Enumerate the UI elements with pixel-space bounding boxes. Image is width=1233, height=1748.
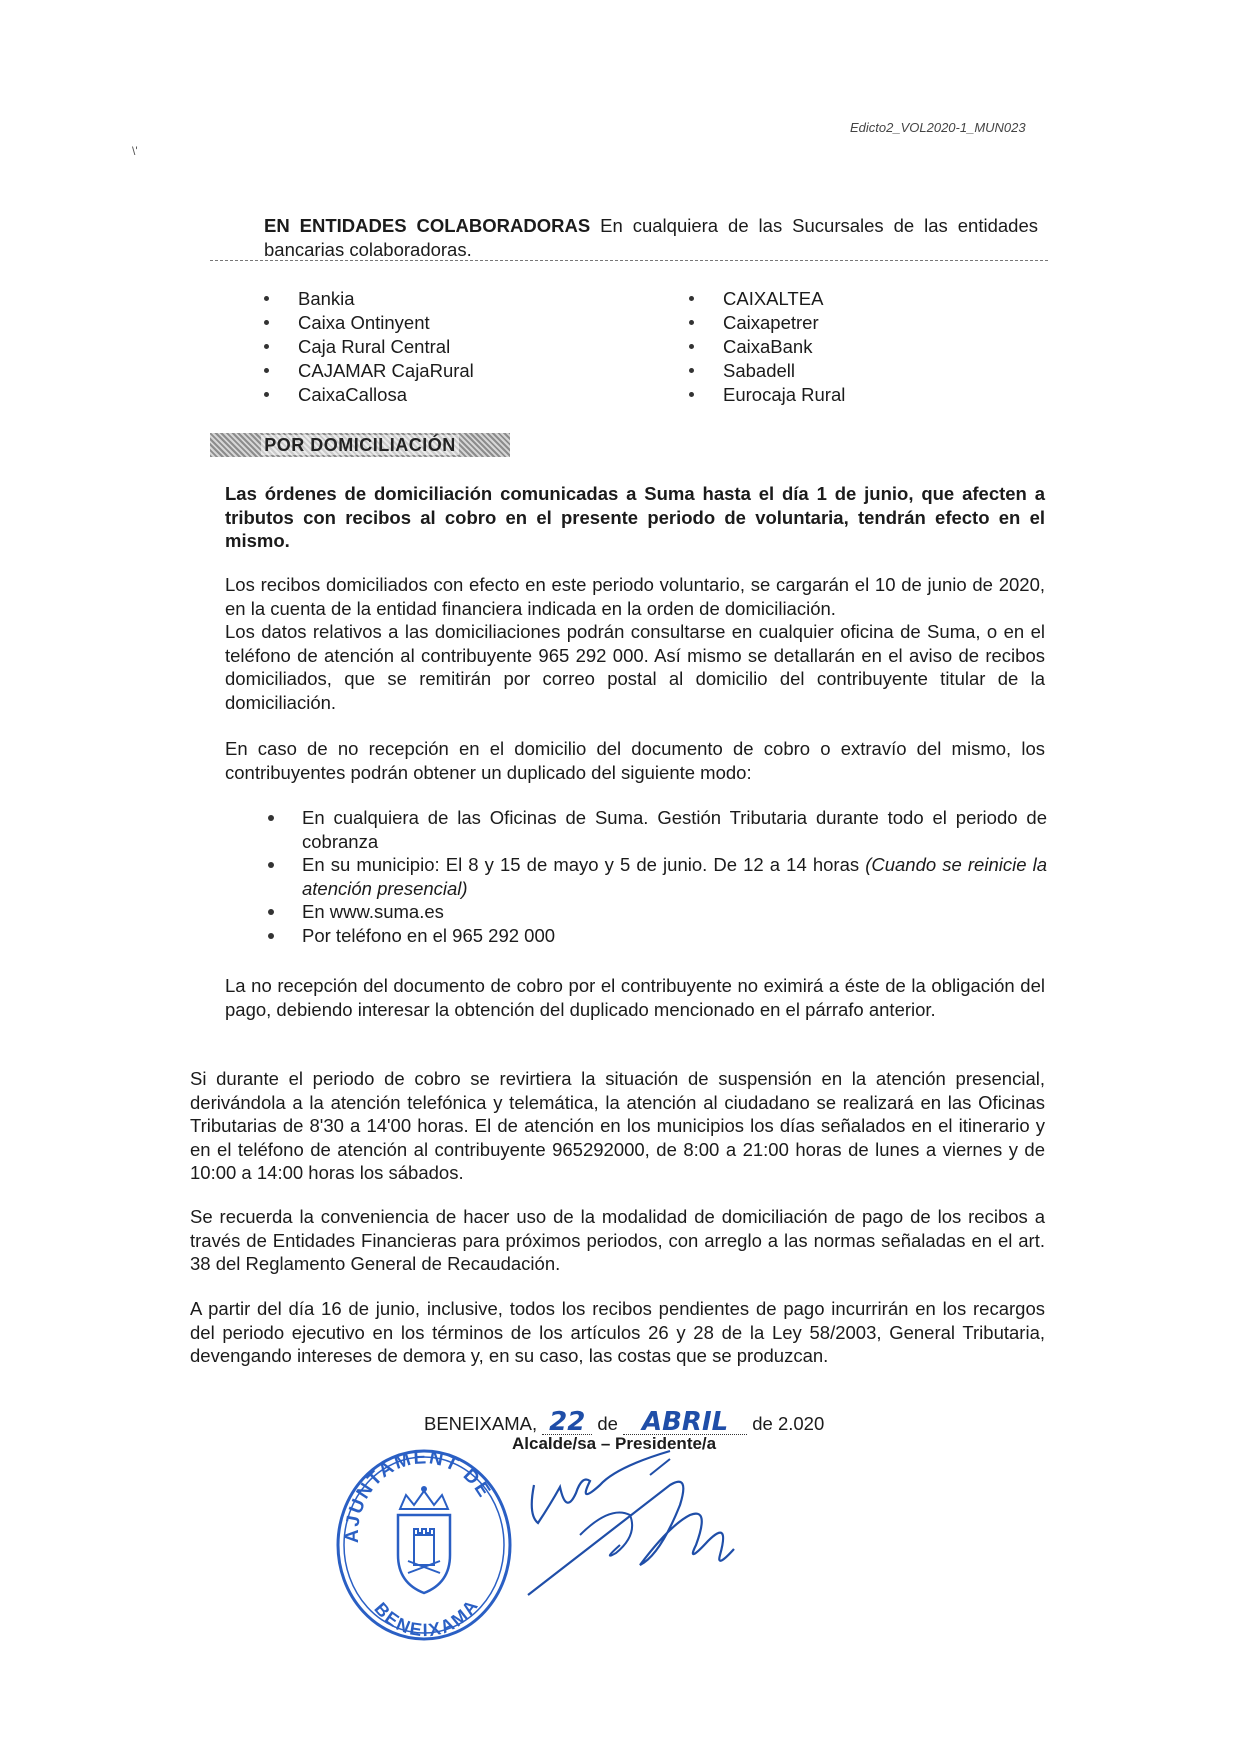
paragraph: Se recuerda la conveniencia de hacer uso de la modalidad de domiciliación de pago de los recibos a través de Entidades Financieras para próximos periodos, con arreglo a las normas señaladas en el art. 38 del Reglamento General de Recaudación.	[190, 1206, 1045, 1274]
document-reference: Edicto2_VOL2020-1_MUN023	[850, 120, 1026, 135]
paragraph: Los datos relativos a las domiciliaciones podrán consultarse en cualquier oficina de Suma, o en el teléfono de atención al contribuyente 965 292 000. Así mismo se detallarán en el aviso de recibos domiciliados, que se remitirán por correo postal al domicilio del contribuyente titular de la domiciliación.	[225, 621, 1045, 713]
seal-text-top: AJUNTAMENT DE	[341, 1447, 496, 1544]
domiciliacion-heading-text: POR DOMICILIACIÓN	[261, 435, 459, 455]
list-item: Caixa Ontinyent	[262, 311, 474, 335]
option-text: En su municipio: El 8 y 15 de mayo y 5 de junio. De 12 a 14 horas	[302, 854, 860, 875]
signature-day: 22	[542, 1410, 592, 1435]
list-item: CAIXALTEA	[687, 287, 845, 311]
domiciliacion-heading	[210, 433, 510, 457]
option-text: En www.suma.es	[302, 901, 444, 922]
paragraph: La no recepción del documento de cobro por el contribuyente no eximirá a éste de la obligación del pago, debiendo interesar la obtención del duplicado mencionado en el párrafo anterior.	[225, 975, 1045, 1020]
signature-place: BENEIXAMA,	[424, 1413, 538, 1434]
list-item: Bankia	[262, 287, 474, 311]
handwritten-signature-icon	[520, 1445, 750, 1635]
list-item: Eurocaja Rural	[687, 383, 845, 407]
dashed-rule	[210, 260, 1048, 261]
list-item: CaixaCallosa	[262, 383, 474, 407]
scan-mark: \'	[132, 144, 138, 158]
colaboradoras-text: En cualquiera de las Sucursales de las entidades bancarias colaboradoras.	[264, 215, 1038, 260]
list-item	[262, 806, 1047, 853]
list-item: CAJAMAR CajaRural	[262, 359, 474, 383]
option-text: Por teléfono en el 965 292 000	[302, 924, 556, 946]
option-note: (Cuando se reinicie la atención presencial)	[302, 854, 1047, 899]
list-item	[262, 853, 1047, 900]
duplicate-options-list	[262, 806, 1047, 947]
svg-text:BENEIXAMA	[370, 1595, 482, 1640]
signature-role: Alcalde/sa – Presidente/a	[512, 1434, 717, 1453]
bank-list-left	[262, 287, 474, 407]
paragraph: En caso de no recepción en el domicilio del documento de cobro o extravío del mismo, los contribuyentes podrán obtener un duplicado del siguiente modo:	[225, 738, 1045, 783]
seal-text-bottom: BENEIXAMA	[370, 1594, 483, 1641]
signature-month: ABRIL	[623, 1410, 747, 1435]
list-item: CaixaBank	[687, 335, 845, 359]
list-item: Sabadell	[687, 359, 845, 383]
domiciliacion-bold-paragraph: Las órdenes de domiciliación comunicadas a Suma hasta el día 1 de junio, que afecten a tributos con recibos al cobro en el presente periodo de voluntaria, tendrán efecto en el mismo.	[225, 483, 1045, 551]
option-text: En cualquiera de las Oficinas de Suma. Gestión Tributaria durante todo el periodo de cobranza	[302, 807, 1047, 852]
colaboradoras-section	[264, 214, 1038, 261]
list-item: Caixapetrer	[687, 311, 845, 335]
paragraph: Los recibos domiciliados con efecto en este periodo voluntario, se cargarán el 10 de junio de 2020, en la cuenta de la entidad financiera indicada en la orden de domiciliación.	[225, 574, 1045, 619]
bank-list-right	[687, 287, 845, 407]
paragraph: A partir del día 16 de junio, inclusive, todos los recibos pendientes de pago incurrirán en los recargos del periodo ejecutivo en los términos de los artículos 26 y 28 de la Ley 58/2003, General Tributaria, devengando intereses de demora y, en su caso, las costas que se produzcan.	[190, 1298, 1045, 1366]
colaboradoras-heading: EN ENTIDADES COLABORADORAS	[264, 215, 591, 236]
signature-date-line	[424, 1407, 825, 1437]
list-item	[262, 900, 1047, 924]
signature-year: de 2.020	[752, 1413, 825, 1434]
list-item: Caja Rural Central	[262, 335, 474, 359]
municipal-seal-icon	[330, 1443, 518, 1643]
list-item	[262, 924, 1047, 948]
domiciliacion-paragraphs	[225, 573, 1045, 714]
signature-de: de	[597, 1413, 618, 1434]
paragraph: Si durante el periodo de cobro se revirtiera la situación de suspensión en la atención presencial, derivándola a la atención telefónica y telemática, la atención al ciudadano se realizará en las Oficinas Tributarias de 8'30 a 14'00 horas. El de atención en los municipios los días señalados en el itinerario y en el teléfono de atención al contribuyente 965292000, de 8:00 a 21:00 horas de lunes a viernes y de 10:00 a 14:00 horas los sábados.	[190, 1068, 1045, 1183]
